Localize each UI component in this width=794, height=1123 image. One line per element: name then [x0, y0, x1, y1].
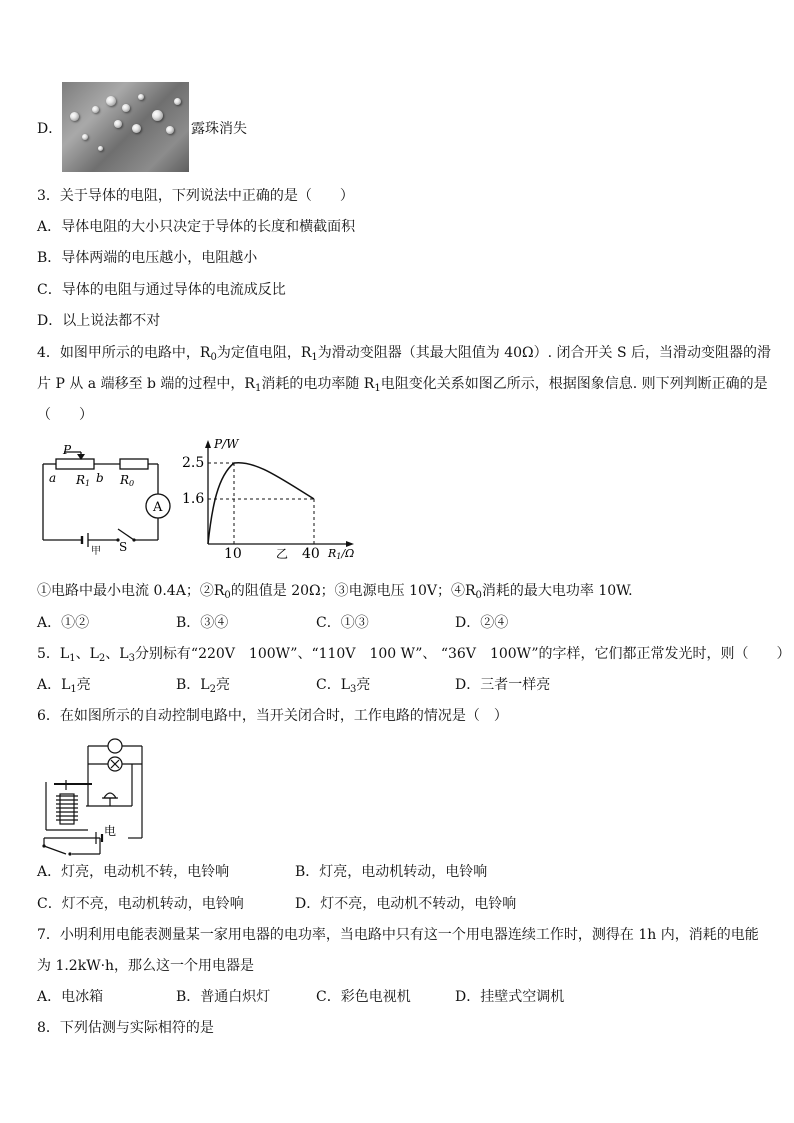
q4-stem-line3: （ ） [37, 407, 93, 423]
graph-xtick-10: 10 [224, 546, 242, 561]
q6-control-circuit [36, 734, 148, 858]
diagram-label-dian: 电 [104, 824, 117, 838]
q4-option-d: D．②④ [455, 615, 509, 631]
graph-xlabel: R1/Ω [328, 547, 355, 561]
ammeter-label: A [153, 500, 163, 515]
q7-option-b: B．普通白炽灯 [176, 989, 271, 1005]
q5-option-d: D．三者一样亮 [455, 677, 551, 693]
slider-label-p: P [63, 443, 72, 457]
q3-option-a: A．导体电阻的大小只决定于导体的长度和横截面积 [37, 219, 356, 235]
r1-label: R1 [76, 473, 91, 488]
q4-circuit-diagram [36, 440, 181, 555]
r0-label: R0 [120, 473, 135, 488]
q7-option-c: C．彩色电视机 [316, 989, 411, 1005]
graph-xtick-40: 40 [302, 546, 320, 561]
q2-option-d-text: 露珠消失 [191, 121, 247, 137]
end-label-b: b [96, 471, 104, 485]
q6-stem: 6．在如图所示的自动控制电路中，当开关闭合时，工作电路的情况是（ ） [37, 708, 508, 724]
q7-option-d: D．挂壁式空调机 [455, 989, 565, 1005]
q4-stem-line2: 片 P 从 a 端移至 b 端的过程中，$R_1$消耗的电功率随 $R_1$电阻变化关系如图乙所示，根据图象信息. 则下列判断正确的是 [37, 376, 768, 394]
q3-stem: 3．关于导体的电阻，下列说法中正确的是（ ） [37, 188, 354, 204]
dew-photo [62, 82, 189, 172]
q7-option-a: A．电冰箱 [37, 989, 104, 1005]
q6-option-a: A．灯亮，电动机不转，电铃响 [37, 864, 230, 880]
q3-option-d: D．以上说法都不对 [37, 313, 161, 329]
switch-label-s: S [119, 540, 128, 554]
graph-ytick-2-5: 2.5 [182, 455, 205, 471]
figure-label-yi: 乙 [276, 547, 289, 561]
q2-option-d-label: D． [37, 121, 63, 137]
graph-ylabel: P/W [214, 437, 239, 451]
q5-option-a: A．$L_1$亮 [37, 677, 91, 695]
end-label-a: a [49, 471, 57, 485]
figure-label-jia: 甲 [91, 546, 101, 555]
q4-option-b: B．③④ [176, 615, 229, 631]
graph-ytick-1-6: 1.6 [182, 491, 205, 507]
q3-option-b: B．导体两端的电压越小，电阻越小 [37, 250, 258, 266]
q4-power-graph [180, 436, 365, 561]
q6-option-b: B．灯亮，电动机转动，电铃响 [295, 864, 488, 880]
q4-option-c: C．①③ [316, 615, 369, 631]
q7-stem-line1: 7．小明利用电能表测量某一家用电器的电功率，当电路中只有这一个用电器连续工作时，测得在 1h 内，消耗的电能 [37, 927, 759, 943]
q8-stem: 8．下列估测与实际相符的是 [37, 1020, 214, 1036]
q4-stem-line1: 4．如图甲所示的电路中，$R_0$为定值电阻，$R_1$为滑动变阻器（其最大阻值为 40Ω）. 闭合开关 S 后，当滑动变阻器的滑 [37, 345, 772, 363]
q5-option-b: B．$L_2$亮 [176, 677, 230, 695]
q3-option-c: C．导体的电阻与通过导体的电流成反比 [37, 282, 286, 298]
q5-stem: 5．$L_1$、$L_2$、$L_3$分别标有“220V 100W”、“110V 100 W”、 “36V 100W”的字样，它们都正常发光时，则（ ） [37, 646, 791, 664]
q6-option-c: C．灯不亮，电动机转动，电铃响 [37, 896, 244, 912]
q5-option-c: C．$L_3$亮 [316, 677, 371, 695]
q7-stem-line2: 为 1.2kW·h，那么这一个用电器是 [37, 958, 255, 974]
q4-statements: ①电路中最小电流 0.4A；$②R_0$的阻值是 20Ω；③电源电压 10V；$④R_0$消耗的最大电功率 10W. [37, 583, 633, 601]
q4-option-a: A．①② [37, 615, 90, 631]
q6-option-d: D．灯不亮，电动机不转动，电铃响 [295, 896, 517, 912]
